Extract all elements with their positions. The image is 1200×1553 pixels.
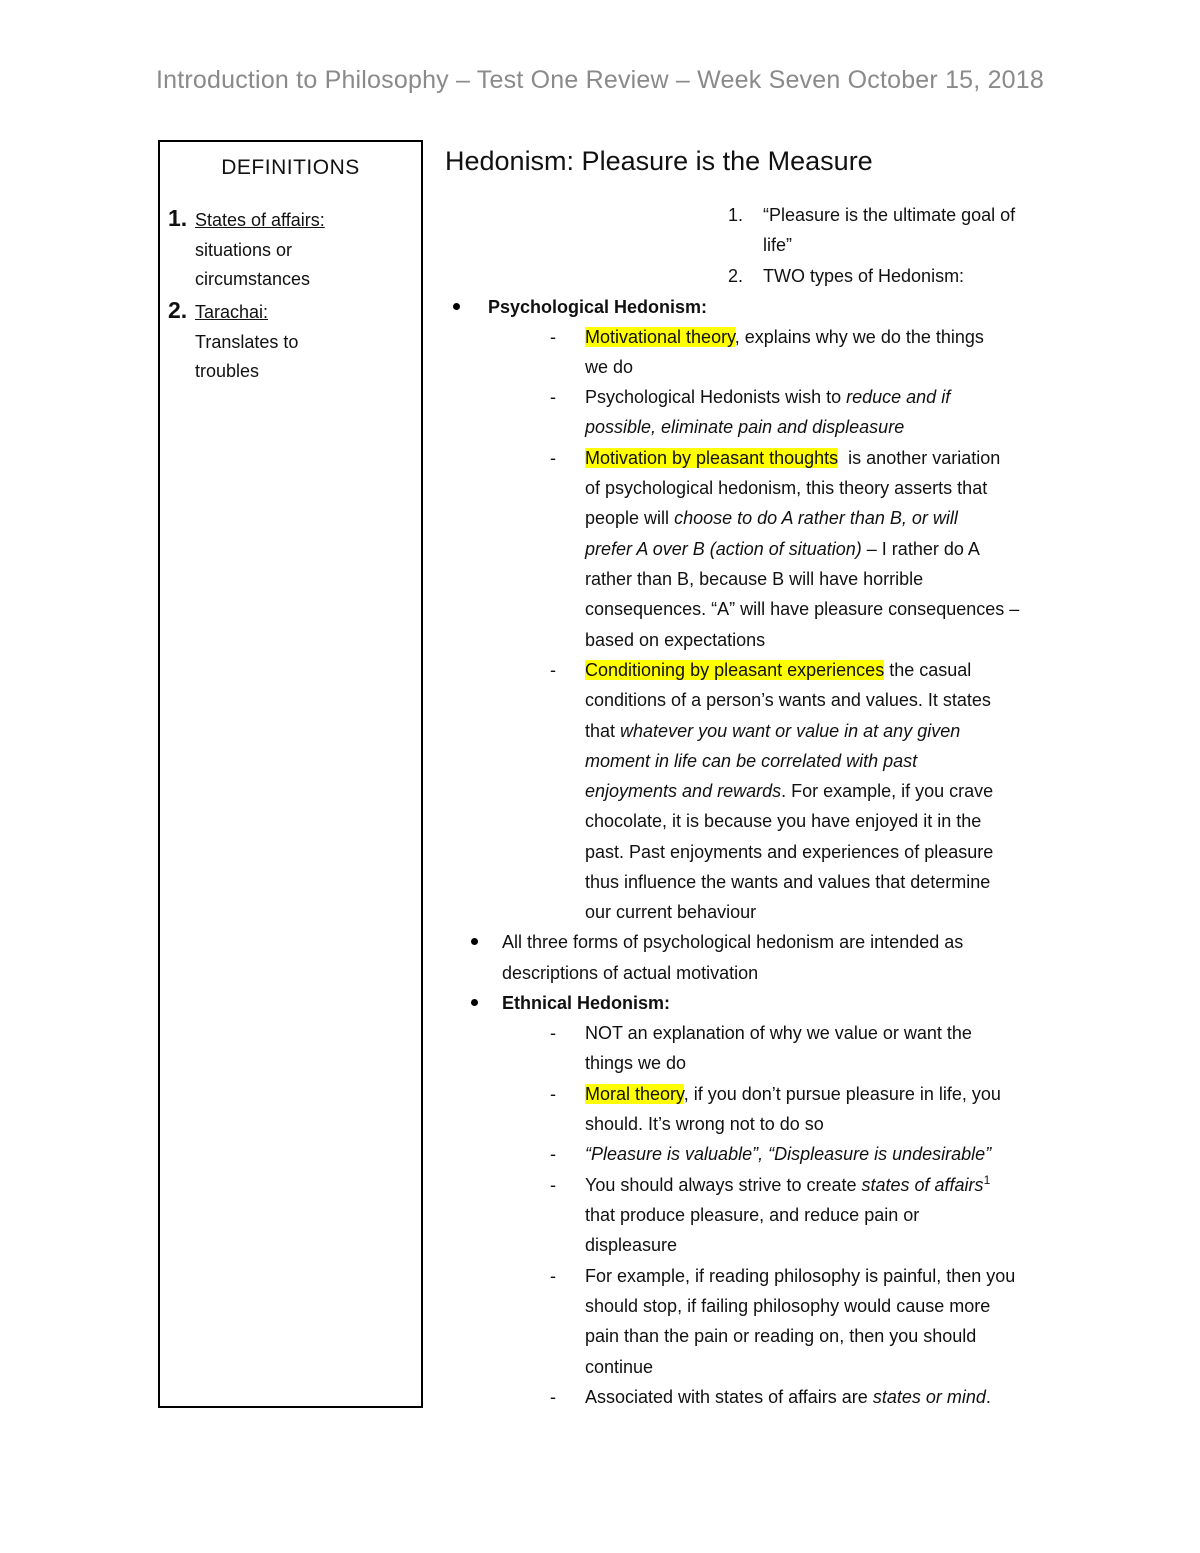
dash-marker: - [550, 1144, 556, 1164]
main-title: Hedonism: Pleasure is the Measure [445, 146, 873, 176]
list-item-line: that whatever you want or value in at any given [585, 721, 961, 741]
bullet-icon [471, 938, 478, 945]
list-item-line: Associated with states of affairs are states or mind. [585, 1387, 991, 1407]
definitions-box [158, 140, 423, 1408]
definition-term: Tarachai: [195, 302, 269, 322]
list-item-line: pain than the pain or reading on, then you should [585, 1326, 977, 1346]
definition-item [168, 206, 413, 295]
list-item-line: moment in life can be correlated with past [585, 751, 918, 771]
dash-marker: - [550, 327, 556, 347]
list-item-line: prefer A over B (action of situation) – I rather do A [585, 539, 980, 559]
list-item-line: Moral theory, if you don’t pursue pleasure in life, you [585, 1084, 1001, 1104]
highlighted-term: Moral theory [585, 1084, 684, 1104]
list-item-line: Psychological Hedonists wish to reduce and if [585, 387, 951, 407]
dash-marker: - [550, 1023, 556, 1043]
dash-marker: - [550, 660, 556, 680]
list-item-line: descriptions of actual motivation [502, 963, 759, 983]
list-item-line: Motivation by pleasant thoughts is another variation [585, 448, 1001, 468]
dash-marker: - [550, 1266, 556, 1286]
list-item-line: displeasure [585, 1235, 678, 1255]
list-item-line: NOT an explanation of why we value or want the [585, 1023, 972, 1043]
list-item-line: consequences. “A” will have pleasure consequences – [585, 599, 1020, 619]
list-item-line: continue [585, 1357, 654, 1377]
list-item-line: that produce pleasure, and reduce pain or [585, 1205, 920, 1225]
section-heading: Ethnical Hedonism: [502, 993, 671, 1013]
list-item-line: chocolate, it is because you have enjoyed it in the [585, 811, 982, 831]
list-item-line: All three forms of psychological hedonism are intended as [502, 932, 964, 952]
definition-desc: situations or [195, 239, 293, 260]
definition-desc: Translates to [195, 331, 299, 352]
list-item-line: “Pleasure is the ultimate goal of [763, 205, 1016, 225]
list-item-line: You should always strive to create states of affairs$^1$ [585, 1173, 991, 1195]
list-item-line: should stop, if failing philosophy would cause more [585, 1296, 991, 1316]
list-item-line: Conditioning by pleasant experiences the casual [585, 660, 972, 680]
list-item-line: enjoyments and rewards. For example, if you crave [585, 781, 994, 801]
definition-item [168, 298, 413, 387]
definitions-title: DEFINITIONS [221, 156, 360, 179]
dash-marker: - [550, 387, 556, 407]
dash-marker: - [550, 448, 556, 468]
footnote-ref: 1 [983, 1173, 991, 1187]
list-item-line: Motivational theory, explains why we do the things [585, 327, 984, 347]
list-item-line: “Pleasure is valuable”, “Displeasure is undesirable” [585, 1144, 992, 1164]
list-item-line: conditions of a person’s wants and values. It states [585, 690, 991, 710]
list-item-line: possible, eliminate pain and displeasure [585, 417, 905, 437]
definition-number: 2. [168, 297, 188, 323]
list-item-line: For example, if reading philosophy is painful, then you [585, 1266, 1016, 1286]
list-item-line: of psychological hedonism, this theory asserts that [585, 478, 988, 498]
highlighted-term: Conditioning by pleasant experiences [585, 660, 885, 680]
list-number: 2. [728, 266, 744, 286]
bullet-icon [471, 999, 478, 1006]
highlighted-term: Motivation by pleasant thoughts [585, 448, 839, 468]
list-item-line: thus influence the wants and values that determine [585, 872, 991, 892]
bullet-icon [453, 303, 460, 310]
list-item-line: people will choose to do A rather than B, or will [585, 508, 958, 528]
list-item-line: life” [763, 235, 793, 255]
list-item-line: past. Past enjoyments and experiences of pleasure [585, 842, 994, 862]
section-heading: Psychological Hedonism: [488, 297, 708, 317]
definition-desc: circumstances [195, 269, 311, 289]
list-item-line: TWO types of Hedonism: [763, 266, 965, 286]
list-item-line: we do [585, 357, 634, 377]
definition-desc: troubles [195, 361, 260, 381]
list-item-line: things we do [585, 1053, 687, 1073]
page-header: Introduction to Philosophy – Test One Review – Week Seven October 15, 2018 [155, 66, 1044, 94]
list-item-line: rather than B, because B will have horrible [585, 569, 924, 589]
definition-number: 1. [168, 205, 188, 231]
list-item-line: should. It’s wrong not to do so [585, 1114, 824, 1134]
dash-marker: - [550, 1175, 556, 1195]
list-item-line: our current behaviour [585, 902, 757, 922]
dash-marker: - [550, 1084, 556, 1104]
list-number: 1. [728, 205, 744, 225]
definition-term: States of affairs: [195, 210, 325, 230]
highlighted-term: Motivational theory [585, 327, 735, 347]
list-item-line: based on expectations [585, 630, 766, 650]
dash-marker: - [550, 1387, 556, 1407]
